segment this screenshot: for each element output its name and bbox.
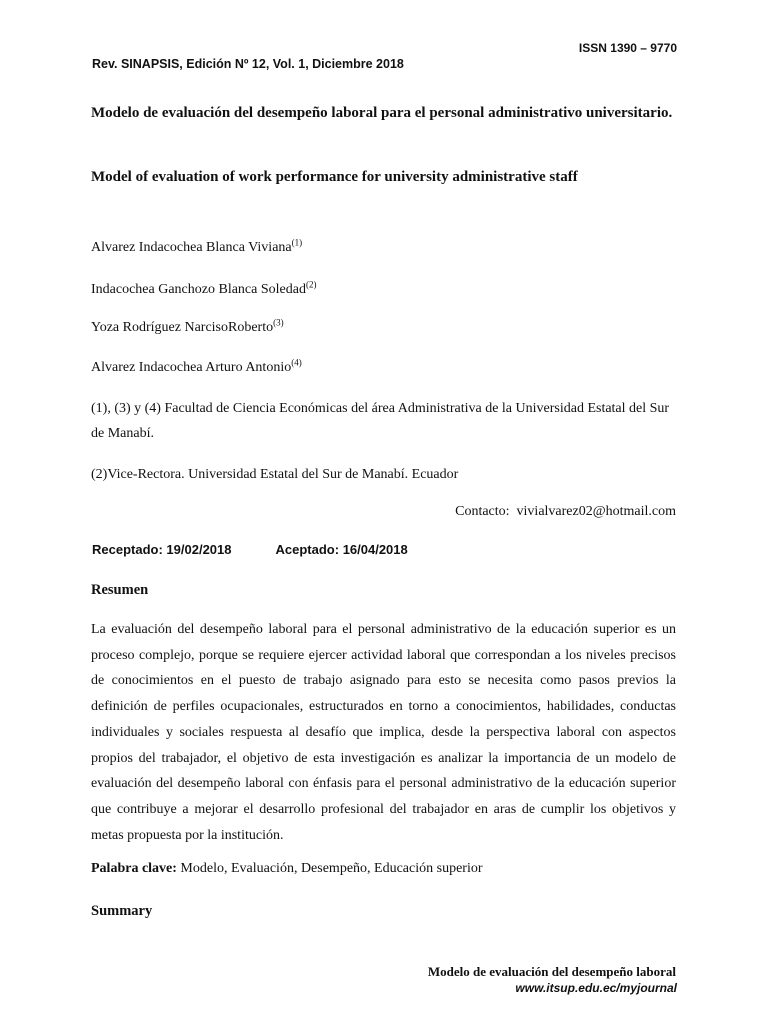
author-mark: (3) bbox=[273, 317, 284, 328]
affiliation-2: (2)Vice-Rectora. Universidad Estatal del Sur de Manabí. Ecuador bbox=[91, 467, 459, 482]
resumen-heading: Resumen bbox=[91, 582, 149, 598]
received-label: Receptado: bbox=[92, 542, 163, 557]
received-date: 19/02/2018 bbox=[166, 542, 232, 557]
resumen-text: La evaluación del desempeño laboral para el personal administrativo de la educación superior es un proceso complejo, porque se requiere ejercer actividad laboral que correspondan a los niveles precisos de conocimientos en el puesto de trabajo asignado para esto se necesita como pasos previos la definición de perfiles ocupacionales, estructurados en torno a conocimientos, habilidades, conductas individuales y sociales respuesta al desafío que implica, desde la perspectiva laboral con aspectos propios del trabajador, el objetivo de esta investigación es analizar la importancia de un modelo de evaluación del desempeño laboral con énfasis para el personal administrativo de la educación superior que contribuye a mejorar el desarrollo profesional del trabajador en aras de cumplir los objetivos y metas propuesta por la institución. bbox=[91, 622, 676, 843]
author-3 bbox=[91, 317, 284, 336]
affiliation-1: (1), (3) y (4) Facultad de Ciencia Económicas del área Administrativa de la Universidad Estatal del Sur de Manabí. bbox=[91, 401, 670, 441]
author-mark: (4) bbox=[291, 357, 302, 368]
contact-email: Contacto: vivialvarez02@hotmail.com bbox=[455, 504, 676, 519]
author-mark: (2) bbox=[305, 279, 317, 290]
author-name: Alvarez Indacochea Blanca Viviana bbox=[91, 240, 292, 255]
article-title-english: Model of evaluation of work performance for university administrative staff bbox=[91, 169, 578, 185]
article-title-spanish: Modelo de evaluación del desempeño laboral para el personal administrativo universitario. bbox=[91, 105, 673, 121]
issn-number: ISSN 1390 – 9770 bbox=[578, 41, 677, 55]
keywords bbox=[91, 861, 483, 877]
author-name: Alvarez Indacochea Arturo Antonio bbox=[91, 360, 292, 375]
author-name: Yoza Rodríguez NarcisoRoberto bbox=[91, 320, 274, 335]
submission-dates bbox=[92, 542, 408, 557]
keywords-text: Modelo, Evaluación, Desempeño, Educación superior bbox=[180, 861, 483, 876]
author-2 bbox=[91, 279, 317, 298]
accepted-date: 16/04/2018 bbox=[342, 542, 408, 557]
keywords-label: Palabra clave: bbox=[91, 861, 177, 876]
author-mark: (1) bbox=[291, 237, 303, 248]
footer-url[interactable]: www.itsup.edu.ec/myjournal bbox=[515, 981, 677, 995]
journal-citation: Rev. SINAPSIS, Edición Nº 12, Vol. 1, Diciembre 2018 bbox=[92, 57, 404, 71]
author-name: Indacochea Ganchozo Blanca Soledad bbox=[91, 282, 306, 297]
author-4 bbox=[91, 357, 302, 376]
accepted-label: Aceptado: bbox=[275, 542, 340, 557]
author-1 bbox=[91, 237, 303, 256]
footer-title: Modelo de evaluación del desempeño laboral bbox=[427, 964, 676, 979]
summary-heading: Summary bbox=[91, 903, 153, 919]
